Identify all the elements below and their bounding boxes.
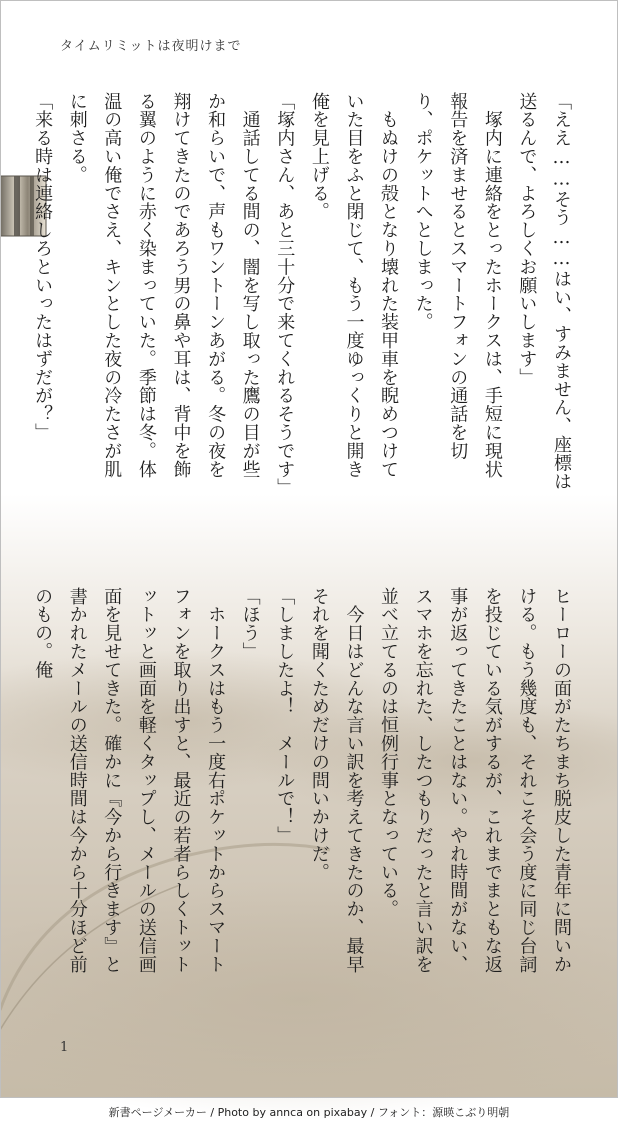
paragraph: 「来る時は連絡しろといったはずだが？」 bbox=[32, 92, 54, 442]
text-column-bottom bbox=[32, 587, 578, 987]
text-column-top bbox=[32, 92, 578, 497]
paragraph: 「ほう」 bbox=[239, 587, 261, 661]
paragraph: 「塚内さん、あと三十分で来てくれるそうです」 bbox=[274, 92, 296, 497]
paragraph: 「しましたよ！ メールで！」 bbox=[274, 587, 296, 845]
footer-credit: 新書ページメーカー / Photo by annca on pixabay / フォント：源暎こぶり明朝 bbox=[108, 1106, 510, 1119]
paragraph: 塚内に連絡をとったホークスは、手短に現状報告を済ませるとスマートフォンの通話を切り、ポケットへとしまった。 bbox=[412, 92, 503, 479]
paragraph: 今日はどんな言い訳を考えてきたのか、最早それを聞くためだけの問いかけだ。 bbox=[308, 587, 365, 974]
running-title: タイムリミットは夜明けまで bbox=[60, 39, 242, 54]
paragraph: 「ええ……そう……はい、すみません、座標は送るんで、よろしくお願いします」 bbox=[516, 92, 572, 491]
paragraph: ホークスはもう一度右ポケットからスマートフォンを取り出すと、最近の若者らしくトットットッと画面を軽くタップし、メールの送信画面を見せてきた。確かに『今から行きます』と書かれたメールの送信時間は今から十分ほど前のもの。俺 bbox=[32, 587, 227, 974]
paragraph: ヒーローの面がたちまち脱皮した青年に問いかける。もう幾度も、それこそ会う度に同じ台詞を投じている気がするが、これまでまともな返事が返ってきたことはない。やれ時間がない、スマホを忘れた、したつもりだったと言い訳を並べ立てるのは恒例行事となっている。 bbox=[378, 587, 572, 974]
paragraph: 通話してる間の、闇を写し取った鷹の目が些か和らいで、声もワントーンあがる。冬の夜を翔けてきたのであろう男の鼻や耳は、背中を飾る翼のように赤く染まっていた。季節は冬。体温の高い俺でさえ、キンとした夜の冷たさが肌に刺さる。 bbox=[66, 92, 261, 479]
page-number: 1 bbox=[60, 1040, 69, 1055]
paragraph: もぬけの殻となり壊れた装甲車を睨めつけていた目をふと閉じて、もう一度ゆっくりと開き俺を見上げる。 bbox=[308, 92, 400, 479]
